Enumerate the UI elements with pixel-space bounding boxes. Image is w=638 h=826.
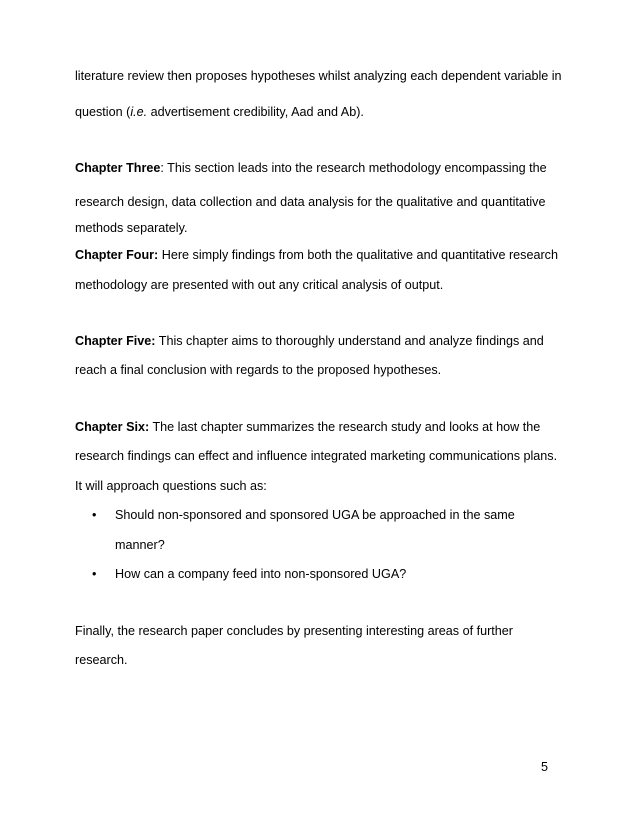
bullet-1-text-2: manner? [115, 538, 165, 552]
chapter-six-text-1: The last chapter summarizes the research study and looks at how the [149, 420, 541, 434]
chapter-four-text-1: Here simply findings from both the qualitative and quantitative research [158, 248, 558, 262]
bullet-marker-2 [92, 566, 96, 582]
bullet-2-line-1 [115, 566, 406, 582]
chapter-five-line-1 [75, 333, 544, 349]
page-number-text: 5 [541, 760, 549, 774]
bullet-1-line-1 [115, 507, 515, 523]
bullet-symbol: • [92, 508, 97, 522]
chapter-six-text-2: research findings can effect and influence integrated marketing communications plans. [75, 449, 558, 463]
conclusion-line-1 [75, 623, 513, 639]
intro-line-1 [75, 68, 562, 84]
bullet-marker-1 [92, 507, 96, 523]
chapter-three-line-2 [75, 194, 545, 210]
conclusion-text-2: research. [75, 653, 128, 667]
chapter-four-text-2: methodology are presented with out any critical analysis of output. [75, 278, 444, 292]
page-number [541, 759, 548, 775]
chapter-three-text-3: methods separately. [75, 221, 188, 235]
chapter-five-heading: Chapter Five: [75, 334, 156, 348]
conclusion-line-2 [75, 652, 128, 668]
intro-text-1: literature review then proposes hypotheses whilst analyzing each dependent variable in [75, 69, 562, 83]
chapter-four-line-1 [75, 247, 558, 263]
chapter-three-text-1: : This section leads into the research methodology encompassing the [160, 161, 547, 175]
bullet-symbol: • [92, 567, 97, 581]
bullet-1-line-2 [115, 537, 165, 553]
chapter-three-line-3 [75, 220, 187, 236]
chapter-four-line-2 [75, 277, 443, 293]
chapter-five-line-2 [75, 362, 441, 378]
chapter-four-heading: Chapter Four: [75, 248, 159, 262]
chapter-six-line-3 [75, 478, 267, 494]
chapter-five-text-1: This chapter aims to thoroughly understand and analyze findings and [155, 334, 544, 348]
chapter-six-heading: Chapter Six: [75, 420, 150, 434]
intro-line-2 [75, 104, 364, 120]
chapter-three-text-2: research design, data collection and data analysis for the qualitative and quantitative [75, 195, 546, 209]
chapter-three-heading: Chapter Three [75, 161, 161, 175]
bullet-1-text-1: Should non-sponsored and sponsored UGA be approached in the same [115, 508, 515, 522]
conclusion-text-1: Finally, the research paper concludes by presenting interesting areas of further [75, 624, 513, 638]
chapter-five-text-2: reach a final conclusion with regards to the proposed hypotheses. [75, 363, 442, 377]
intro-text-2-italic: i.e. [130, 105, 148, 119]
intro-text-2-post: advertisement credibility, Aad and Ab). [147, 105, 364, 119]
chapter-three-line-1 [75, 160, 547, 176]
bullet-2-text-1: How can a company feed into non-sponsored UGA? [115, 567, 407, 581]
chapter-six-text-3: It will approach questions such as: [75, 479, 267, 493]
chapter-six-line-2 [75, 448, 557, 464]
intro-text-2-pre: question ( [75, 105, 131, 119]
chapter-six-line-1 [75, 419, 540, 435]
